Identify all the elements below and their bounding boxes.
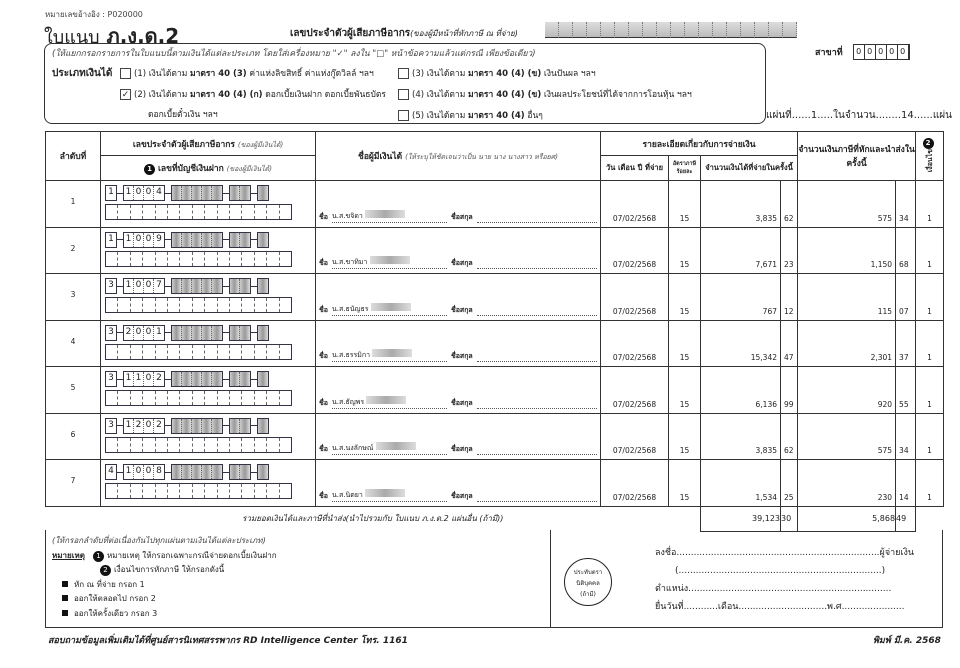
row-seq: 3	[46, 274, 101, 321]
row-tax: 1,150	[798, 227, 896, 274]
last-name-field[interactable]	[477, 268, 597, 269]
first-name: น.ส.ธนัญธร	[331, 304, 369, 313]
branch-number	[815, 44, 910, 60]
row-ids	[101, 227, 316, 274]
row-rate: 15	[669, 367, 701, 414]
row-amount: 767	[701, 274, 781, 321]
payer-taxid-field[interactable]	[545, 22, 797, 38]
total-amount-cents: 30	[781, 506, 798, 531]
payer-taxid-label	[290, 26, 518, 41]
income-type-option-2-cont: ดอกเบี้ยตั๋วเงิน ฯลฯ	[148, 110, 218, 120]
row-date: 07/02/2568	[601, 413, 669, 460]
last-name-field[interactable]	[477, 501, 597, 502]
last-name-field[interactable]	[477, 361, 597, 362]
account-field[interactable]	[105, 204, 292, 220]
first-name: น.ส.ขาทิมา	[331, 258, 368, 266]
row-seq: 7	[46, 460, 101, 507]
signature-block	[655, 542, 914, 614]
row-date: 07/02/2568	[601, 181, 669, 228]
income-table	[45, 131, 944, 532]
total-label: รวมยอดเงินได้และภาษีที่นำส่ง(นำไปรวมกับ ใบแนบ ภ.ง.ด.2 แผ่นอื่น (ถ้ามี))	[46, 506, 701, 531]
header-account: 1 เลขที่บัญชีเงินฝาก (ของผู้มีเงินได้)	[101, 156, 316, 181]
row-amount-cents: 99	[781, 367, 798, 414]
divider	[550, 530, 551, 628]
account-field[interactable]	[105, 297, 292, 313]
row-tax-cents: 34	[896, 413, 916, 460]
account-field[interactable]	[105, 251, 292, 267]
row-amount: 7,671	[701, 227, 781, 274]
row-condition: 1	[916, 181, 944, 228]
row-date: 07/02/2568	[601, 367, 669, 414]
header-condition: 2 เงื่อนไข	[916, 132, 944, 181]
table-row	[46, 181, 944, 228]
taxid-field[interactable]: 4 1 0 0 8	[105, 464, 313, 480]
row-name: ชื่อ น.ส.ธนัญธร ชื่อสกุล	[316, 274, 601, 321]
row-rate: 15	[669, 181, 701, 228]
row-ids	[101, 367, 316, 414]
row-condition: 1	[916, 367, 944, 414]
taxid-field[interactable]: 1 1 0 0 4	[105, 185, 313, 201]
sheet-count: แผ่นที่......1.....ในจำนวน........14......แผ่น	[766, 110, 952, 121]
account-field[interactable]	[105, 437, 292, 453]
checkbox[interactable]	[120, 68, 131, 79]
row-amount: 15,342	[701, 320, 781, 367]
total-tax: 5,868	[798, 506, 896, 531]
header-date: วัน เดือน ปี ที่จ่าย	[601, 156, 669, 181]
mark-2-icon: 2	[923, 138, 934, 149]
account-field[interactable]	[105, 390, 292, 406]
row-date: 07/02/2568	[601, 227, 669, 274]
checkbox[interactable]	[398, 68, 409, 79]
row-rate: 15	[669, 460, 701, 507]
contact-info: สอบถามข้อมูลเพิ่มเติมได้ที่ศูนย์สารนิเทศสรรพากร RD Intelligence Center โทร. 1161	[48, 636, 408, 646]
filing-date-line[interactable]: ยื่นวันที่............เดือน...............................พ.ศ......................	[655, 602, 905, 612]
taxid-field[interactable]: 3 1 1 0 2	[105, 371, 313, 387]
title-prefix: ใบแนบ	[44, 27, 100, 48]
taxid-field[interactable]: 3 1 0 0 7	[105, 278, 313, 294]
bullet-square-icon	[62, 595, 68, 601]
branch-digits[interactable]: 0 0 0 0 0	[853, 44, 910, 60]
mark-2-icon: 2	[100, 565, 111, 576]
row-name: ชื่อ น.ส.ขาทิมา ชื่อสกุล	[316, 227, 601, 274]
first-name: น.ส.ธรรมิกา	[331, 351, 371, 359]
taxid-field[interactable]: 1 1 0 0 9	[105, 232, 313, 248]
bullet-square-icon	[62, 581, 68, 587]
row-condition: 1	[916, 227, 944, 274]
row-condition: 1	[916, 320, 944, 367]
income-type-option-1[interactable]: (1) เงินได้ตาม มาตรา 40 (3) ค่าแห่งลิขสิทธิ์ ค่าแห่งกู๊ดวิลล์ ฯลฯ	[120, 66, 374, 80]
income-type-option-3[interactable]: (3) เงินได้ตาม มาตรา 40 (4) (ข) เงินปันผล ฯลฯ	[398, 66, 596, 80]
remark-1: หมายเหตุ ให้กรอกเฉพาะกรณีจ่ายดอกเบี้ยเงินฝาก	[106, 550, 277, 560]
row-ids	[101, 460, 316, 507]
condition-option-2: ออกให้ตลอดไป กรอก 2	[74, 594, 156, 603]
row-tax-cents: 55	[896, 367, 916, 414]
remarks	[52, 534, 277, 621]
remarks-label: หมายเหตุ	[52, 550, 85, 560]
row-rate: 15	[669, 413, 701, 460]
checkbox[interactable]	[398, 110, 409, 121]
row-tax: 115	[798, 274, 896, 321]
branch-label: สาขาที่	[815, 48, 843, 58]
row-seq: 5	[46, 367, 101, 414]
row-tax-cents: 14	[896, 460, 916, 507]
row-amount-cents: 62	[781, 413, 798, 460]
signature-line[interactable]: ลงชื่อ.......................................................................ผู้จ่ายเงิน	[655, 548, 915, 558]
condition-option-3: ออกให้ครั้งเดียว กรอก 3	[74, 608, 158, 618]
row-date: 07/02/2568	[601, 320, 669, 367]
last-name-field[interactable]	[477, 222, 597, 223]
row-condition: 1	[916, 460, 944, 507]
row-condition: 1	[916, 413, 944, 460]
row-condition: 1	[916, 274, 944, 321]
row-name: ชื่อ น.ส.นิตยา ชื่อสกุล	[316, 460, 601, 507]
header-rate: อัตราภาษีร้อยละ	[669, 156, 701, 181]
condition-option-1: หัก ณ ที่จ่าย กรอก 1	[74, 579, 145, 589]
taxid-label-text: เลขประจำตัวผู้เสียภาษีอากร	[290, 28, 411, 39]
row-tax-cents: 37	[896, 320, 916, 367]
bullet-square-icon	[62, 610, 68, 616]
total-amount: 39,123	[701, 506, 781, 531]
header-tax: จำนวนเงินภาษีที่หักและนำส่งในครั้งนี้	[798, 132, 916, 181]
row-name: ชื่อ น.ส.ธัญพร ชื่อสกุล	[316, 367, 601, 414]
header-name: ชื่อผู้มีเงินได้ (ให้ระบุให้ชัดเจนว่าเป็น นาย นาง นางสาว หรือยศ)	[316, 132, 601, 181]
row-seq: 4	[46, 320, 101, 367]
row-amount-cents: 12	[781, 274, 798, 321]
row-tax: 2,301	[798, 320, 896, 367]
signature-name-line[interactable]: (.......................................................................)	[675, 566, 886, 576]
sheet-page: 1	[810, 110, 818, 121]
income-type-option-5[interactable]: (5) เงินได้ตาม มาตรา 40 (4) อื่นๆ	[398, 108, 543, 122]
row-tax: 920	[798, 367, 896, 414]
row-tax: 575	[798, 413, 896, 460]
header-seq: ลำดับที่	[46, 132, 101, 181]
sheet-total: 14	[901, 110, 914, 121]
table-row	[46, 274, 944, 321]
last-name-field[interactable]	[477, 454, 597, 455]
account-field[interactable]	[105, 483, 292, 499]
reference-number: หมายเลขอ้างอิง : P020000	[45, 10, 143, 19]
row-date: 07/02/2568	[601, 274, 669, 321]
row-rate: 15	[669, 274, 701, 321]
taxid-field[interactable]: 3 2 0 0 1	[105, 325, 313, 341]
row-tax-cents: 68	[896, 227, 916, 274]
row-ids	[101, 320, 316, 367]
checkbox[interactable]: ✓	[121, 90, 130, 100]
table-row	[46, 320, 944, 367]
total-row	[46, 506, 944, 531]
total-tax-cents: 49	[896, 506, 916, 531]
row-ids	[101, 274, 316, 321]
row-ids	[101, 413, 316, 460]
last-name-field[interactable]	[477, 315, 597, 316]
table-row	[46, 227, 944, 274]
table-row	[46, 413, 944, 460]
row-ids	[101, 181, 316, 228]
continuation-note: (ให้กรอกลำดับที่ต่อเนื่องกันไปทุกแผ่นตามเงินได้แต่ละประเภท)	[52, 536, 266, 545]
row-amount-cents: 23	[781, 227, 798, 274]
table-row	[46, 367, 944, 414]
account-field[interactable]	[105, 344, 292, 360]
row-tax-cents: 07	[896, 274, 916, 321]
header-payment: รายละเอียดเกี่ยวกับการจ่ายเงิน	[601, 132, 798, 156]
remark-2: เงื่อนไขการหักภาษี ให้กรอกดังนี้	[114, 565, 225, 574]
row-tax-cents: 34	[896, 181, 916, 228]
first-name: น.ส.นิตยา	[331, 490, 363, 499]
row-date: 07/02/2568	[601, 460, 669, 507]
table-row	[46, 460, 944, 507]
row-amount-cents: 25	[781, 460, 798, 507]
header-taxid: เลขประจำตัวผู้เสียภาษีอากร (ของผู้มีเงินได้)	[101, 132, 316, 156]
company-seal-placeholder: ประทับตรา นิติบุคคล (ถ้ามี)	[564, 558, 612, 606]
row-seq: 6	[46, 413, 101, 460]
income-type-label: ประเภทเงินได้	[52, 68, 113, 79]
first-name: น.ส.ขจิดา	[331, 211, 363, 220]
row-amount-cents: 47	[781, 320, 798, 367]
row-name: ชื่อ น.ส.ธรรมิกา ชื่อสกุล	[316, 320, 601, 367]
row-seq: 2	[46, 227, 101, 274]
first-name: น.ส.นงลักษณ์	[331, 444, 374, 452]
income-type-option-4[interactable]: (4) เงินได้ตาม มาตรา 40 (4) (ข) เงินผลประโยชน์ที่ได้จากการโอนหุ้น ฯลฯ	[398, 87, 692, 101]
income-type-option-2[interactable]: ✓ (2) เงินได้ตาม มาตรา 40 (4) (ก) ดอกเบี้ยเงินฝาก ดอกเบี้ยพันธบัตร	[121, 90, 386, 100]
row-rate: 15	[669, 320, 701, 367]
print-date: พิมพ์ มี.ค. 2568	[873, 636, 941, 646]
title-form: ภ.ง.ด.2	[106, 24, 180, 48]
row-amount: 3,835	[701, 413, 781, 460]
row-amount: 1,534	[701, 460, 781, 507]
instruction-text: (ให้แยกกรอกรายการในใบแนบนี้ตามเงินได้แต่ละประเภท โดยใส่เครื่องหมาย "✓" ลงใน "□" หน้าข้อความแล้วแต่กรณี เพียงข้อเดียว)	[52, 49, 536, 59]
row-amount: 3,835	[701, 181, 781, 228]
row-amount-cents: 62	[781, 181, 798, 228]
row-name: ชื่อ น.ส.ขจิดา ชื่อสกุล	[316, 181, 601, 228]
last-name-field[interactable]	[477, 408, 597, 409]
row-name: ชื่อ น.ส.นงลักษณ์ ชื่อสกุล	[316, 413, 601, 460]
header-amount: จำนวนเงินได้ที่จ่ายในครั้งนี้	[701, 156, 798, 181]
checkbox[interactable]	[398, 89, 409, 100]
taxid-field[interactable]: 3 1 2 0 2	[105, 418, 313, 434]
position-line[interactable]: ตำแหน่ง.......................................................................	[655, 584, 892, 594]
mark-1-icon: 1	[144, 164, 155, 175]
row-rate: 15	[669, 227, 701, 274]
taxid-note: (ของผู้มีหน้าที่หักภาษี ณ ที่จ่าย)	[410, 29, 518, 38]
row-tax: 230	[798, 460, 896, 507]
mark-1-icon: 1	[93, 551, 104, 562]
first-name: น.ส.ธัญพร	[331, 397, 365, 406]
row-seq: 1	[46, 181, 101, 228]
row-tax: 575	[798, 181, 896, 228]
row-amount: 6,136	[701, 367, 781, 414]
